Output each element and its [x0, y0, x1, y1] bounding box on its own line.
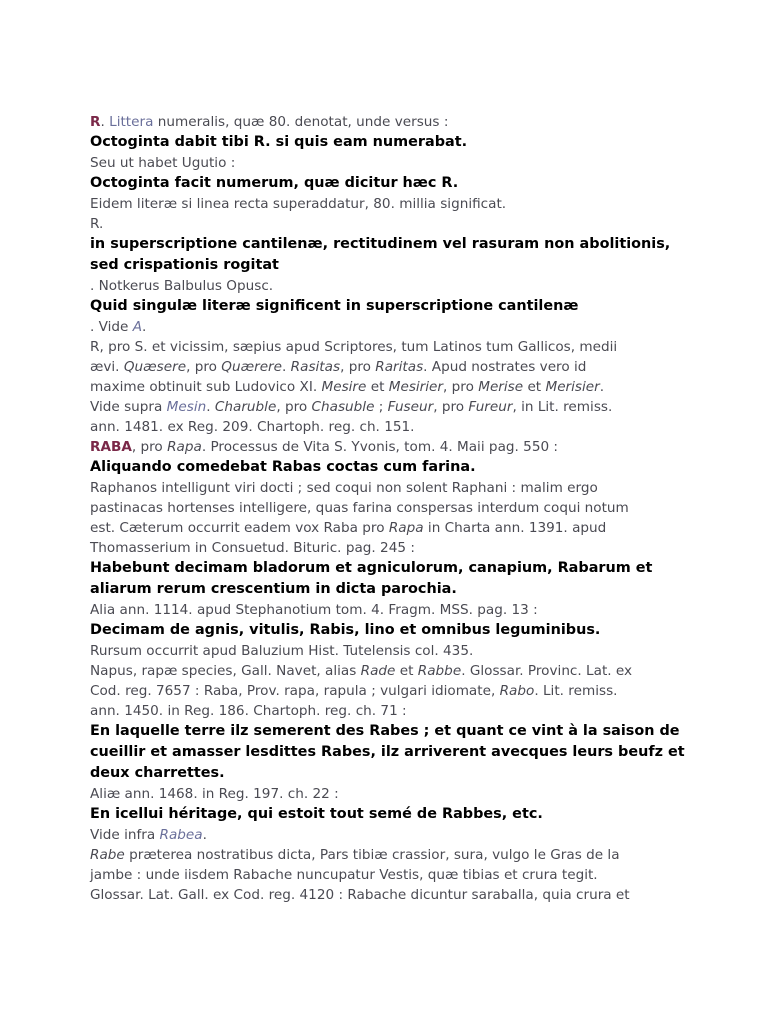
text-segment: jambe : unde iisdem Rabache nuncupatur Vestis, quæ tibias et crura tegit. [90, 867, 598, 883]
quotation-line [90, 132, 690, 153]
quotation-line [90, 255, 690, 276]
text-segment: Vide infra [90, 827, 160, 843]
text-segment: . Notkerus Balbulus Opusc. [90, 278, 274, 294]
text-segment: Rursum occurrit apud Baluzium Hist. Tutelensis col. 435. [90, 643, 474, 659]
text-segment: , pro [340, 359, 376, 375]
cross-reference-link[interactable]: Littera [109, 114, 154, 130]
text-segment: Decimam de agnis, vitulis, Rabis, lino et omnibus leguminibus. [90, 622, 601, 638]
text-segment: . [100, 114, 110, 130]
text-segment: et [366, 379, 389, 395]
quotation-line [90, 804, 690, 825]
text-segment: est. Cæterum occurrit eadem vox Raba pro [90, 520, 389, 536]
text-segment: Seu ut habet Ugutio : [90, 155, 236, 171]
text-segment: Eidem literæ si linea recta superaddatur, 80. millia significat. [90, 196, 507, 212]
text-line [90, 661, 690, 681]
text-segment: ann. 1481. ex Reg. 209. Chartoph. reg. ch. 151. [90, 419, 415, 435]
text-segment: . [142, 319, 147, 335]
text-segment: R. [90, 216, 104, 232]
text-segment: ævi. [90, 359, 124, 375]
text-segment: Alia ann. 1114. apud Stephanotium tom. 4. Fragm. MSS. pag. 13 : [90, 602, 538, 618]
text-line [90, 194, 690, 214]
text-line [90, 518, 690, 538]
text-line [90, 112, 690, 132]
italic-term: Mesire [321, 379, 367, 395]
text-segment: Quid singulæ literæ significent in superscriptione cantilenæ [90, 298, 579, 314]
text-line [90, 784, 690, 804]
italic-term: Mesirier [388, 379, 444, 395]
text-line [90, 377, 690, 397]
cross-reference-link[interactable]: Mesin [166, 399, 207, 415]
text-segment: et [523, 379, 546, 395]
text-segment: ; [374, 399, 388, 415]
text-line [90, 478, 690, 498]
dictionary-entry-text [90, 112, 690, 905]
quotation-line [90, 579, 690, 600]
text-segment: numeralis, quæ 80. denotat, unde versus : [153, 114, 449, 130]
text-segment: R, pro S. et vicissim, sæpius apud Scriptores, tum Latinos tum Gallicos, medii [90, 339, 618, 355]
text-segment: , in Lit. remiss. [512, 399, 613, 415]
italic-term: Merise [478, 379, 524, 395]
text-segment: Octoginta facit numerum, quæ dicitur hæc R. [90, 175, 459, 191]
text-segment: Vide supra [90, 399, 167, 415]
italic-term: Rapa [167, 439, 202, 455]
text-segment: ann. 1450. in Reg. 186. Chartoph. reg. ch. 71 : [90, 703, 407, 719]
text-segment: . Vide [90, 319, 133, 335]
text-segment: , pro [443, 379, 479, 395]
text-segment: . [599, 379, 605, 395]
italic-term: Rasitas [290, 359, 341, 375]
italic-term: Rapa [388, 520, 424, 536]
text-segment: Glossar. Lat. Gall. ex Cod. reg. 4120 : Rabache dicuntur saraballa, quia crura et [90, 887, 630, 903]
quotation-line [90, 296, 690, 317]
text-segment: præterea nostratibus dicta, Pars tibiæ crassior, sura, vulgo le Gras de la [124, 847, 620, 863]
italic-term: Quæsere [123, 359, 187, 375]
italic-term: Rabo [499, 683, 535, 699]
headword: RABA [90, 439, 132, 455]
italic-term: Charuble [214, 399, 277, 415]
text-segment: maxime obtinuit sub Ludovico XI. [90, 379, 322, 395]
italic-term: Rabbe [417, 663, 462, 679]
text-segment: , pro [433, 399, 469, 415]
text-line [90, 276, 690, 296]
quotation-line [90, 234, 690, 255]
text-line [90, 865, 690, 885]
text-segment: aliarum rerum crescentium in dicta parochia. [90, 581, 457, 597]
text-segment: . [202, 827, 207, 843]
text-line [90, 337, 690, 357]
quotation-line [90, 620, 690, 641]
text-segment: Aliæ ann. 1468. in Reg. 197. ch. 22 : [90, 786, 339, 802]
text-line [90, 845, 690, 865]
quotation-line [90, 457, 690, 478]
text-line [90, 641, 690, 661]
text-segment: in superscriptione cantilenæ, rectitudinem vel rasuram non abolitionis, [90, 236, 671, 252]
italic-term: Fureur [468, 399, 513, 415]
italic-term: Rade [360, 663, 396, 679]
text-segment: , pro [131, 439, 168, 455]
text-segment: . Glossar. Provinc. Lat. ex [461, 663, 633, 679]
text-line [90, 417, 690, 437]
quotation-line [90, 742, 690, 763]
text-segment: . Apud nostrates vero id [423, 359, 587, 375]
text-segment: Aliquando comedebat Rabas coctas cum farina. [90, 459, 476, 475]
text-segment: . [206, 399, 215, 415]
cross-reference-link[interactable]: Rabea [159, 827, 203, 843]
text-line [90, 538, 690, 558]
text-line [90, 214, 690, 234]
italic-term: Chasuble [311, 399, 375, 415]
text-segment: . Processus de Vita S. Yvonis, tom. 4. Maii pag. 550 : [201, 439, 559, 455]
italic-term: Fuseur [387, 399, 434, 415]
italic-term: Rabe [90, 847, 125, 863]
text-segment: Raphanos intelligunt viri docti ; sed coqui non solent Raphani : malim ergo [90, 480, 598, 496]
text-segment: Cod. reg. 7657 : Raba, Prov. rapa, rapula ; vulgari idiomate, [90, 683, 500, 699]
text-segment: , pro [186, 359, 222, 375]
quotation-line [90, 763, 690, 784]
text-segment: Thomasserium in Consuetud. Bituric. pag. 245 : [90, 540, 415, 556]
text-segment: Napus, rapæ species, Gall. Navet, alias [90, 663, 361, 679]
italic-term: Raritas [375, 359, 424, 375]
text-segment: et [395, 663, 418, 679]
quotation-line [90, 721, 690, 742]
text-segment: cueillir et amasser lesdittes Rabes, ilz arriverent avecques leurs beufz et [90, 744, 685, 760]
headword: R [90, 114, 101, 130]
quotation-line [90, 558, 690, 579]
text-line [90, 498, 690, 518]
text-segment: . Lit. remiss. [534, 683, 618, 699]
text-line [90, 357, 690, 377]
text-segment: , pro [276, 399, 312, 415]
text-segment: in Charta ann. 1391. apud [423, 520, 607, 536]
text-segment: Octoginta dabit tibi R. si quis eam numerabat. [90, 134, 468, 150]
text-line [90, 397, 690, 417]
text-segment: sed crispationis rogitat [90, 257, 279, 273]
text-line [90, 437, 690, 457]
italic-term: Merisier [545, 379, 600, 395]
italic-term: Quærere [221, 359, 283, 375]
text-line [90, 701, 690, 721]
text-line [90, 153, 690, 173]
text-segment: deux charrettes. [90, 765, 225, 781]
text-segment: En icellui héritage, qui estoit tout semé de Rabbes, etc. [90, 806, 543, 822]
text-line [90, 600, 690, 620]
text-line [90, 885, 690, 905]
text-line [90, 825, 690, 845]
text-segment: En laquelle terre ilz semerent des Rabes ; et quant ce vint à la saison de [90, 723, 680, 739]
text-segment: Habebunt decimam bladorum et agniculorum, canapium, Rabarum et [90, 560, 653, 576]
text-line [90, 681, 690, 701]
cross-reference-link[interactable]: A [132, 319, 143, 335]
quotation-line [90, 173, 690, 194]
text-segment: . [282, 359, 291, 375]
text-line [90, 317, 690, 337]
text-segment: pastinacas hortenses intelligere, quas farina conspersas interdum coqui notum [90, 500, 629, 516]
